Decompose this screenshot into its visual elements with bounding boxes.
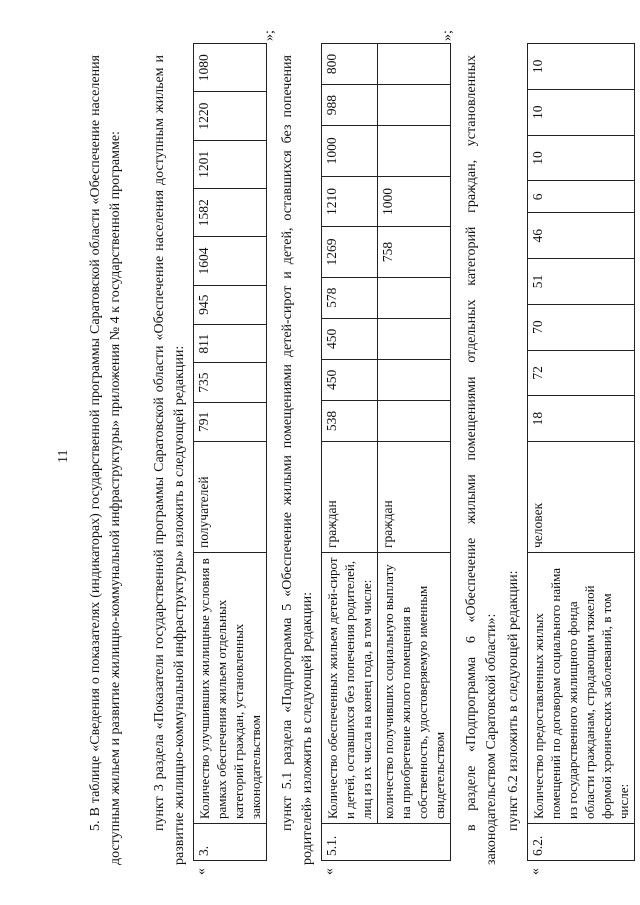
value-cell: 51: [528, 259, 635, 305]
row-number: 5.1.: [322, 824, 451, 861]
value-cell: 791: [194, 402, 267, 441]
value-cell: 1582: [194, 189, 267, 237]
unit-cell: человек: [528, 442, 635, 553]
value-cell: 1220: [194, 92, 267, 140]
value-cell: 450: [322, 359, 378, 400]
value-cell: 1604: [194, 237, 267, 285]
row-number: 3.: [194, 824, 267, 861]
value-cell: 811: [194, 324, 267, 363]
paragraph-point-6-2: пункт 6.2 изложить в следующей редакции:: [506, 570, 521, 831]
value-cell: [378, 126, 451, 177]
value-cell: 800: [322, 44, 378, 85]
value-cell: 735: [194, 363, 267, 402]
value-cell: [378, 359, 451, 400]
table-point-3: [193, 43, 267, 861]
table-point-6-2: [527, 43, 635, 861]
value-cell: 1269: [322, 227, 378, 278]
value-cell: 6: [528, 181, 635, 213]
close-quote: »;: [440, 30, 455, 41]
paragraph-point-5-1: пункт 5.1 раздела «Подпрограмма 5 «Обеспечение жилыми помещениями детей-сирот и детей, оставшихся без попечения родителей» изложить в следующей редакции:: [280, 55, 315, 865]
unit-cell: граждан: [378, 442, 451, 553]
close-quote: »;: [262, 30, 277, 41]
value-cell: [378, 277, 451, 318]
unit-cell: получателей: [194, 442, 267, 553]
value-cell: 538: [322, 400, 378, 441]
value-cell: 18: [528, 396, 635, 442]
value-cell: [378, 44, 451, 85]
value-cell: 450: [322, 318, 378, 359]
table-point-5-1: [321, 43, 451, 861]
paragraph-point-3: пункт 3 раздела «Показатели государственной программы Саратовской области «Обеспечение населения доступным жильем и развитие жилищно-коммунальной инфраструктуры» изложить в следующей редакции:: [152, 55, 187, 865]
value-cell: 1000: [322, 126, 378, 177]
table-row: [322, 44, 378, 861]
value-cell: 46: [528, 213, 635, 259]
indicator-name: Количество обеспеченных жильем детей-сирот и детей, оставшихся без попечения родителей, лиц из их числа на конец года, в том числе:: [322, 553, 378, 824]
table-row: [194, 44, 267, 861]
page-number: 11: [56, 449, 71, 463]
table-row: [378, 44, 451, 861]
open-quote: «: [322, 868, 337, 875]
unit-cell: граждан: [322, 442, 378, 553]
value-cell: 1210: [322, 176, 378, 227]
paragraph-section-6: в разделе «Подпрограмма 6 «Обеспечение жилыми помещениями отдельных категорий граждан, установленных законодательством Саратовской области»:: [464, 55, 499, 865]
value-cell: [378, 85, 451, 126]
value-cell: 1201: [194, 140, 267, 188]
value-cell: 1080: [194, 44, 267, 92]
value-cell: [378, 318, 451, 359]
value-cell: [378, 400, 451, 441]
indicator-name: Количество улучшивших жилищные условия в рамках обеспечения жильем отдельных категорий граждан, установленных законодательством: [194, 553, 267, 824]
open-quote: «: [194, 868, 209, 875]
value-cell: 945: [194, 285, 267, 324]
value-cell: 758: [378, 227, 451, 278]
indicator-name: Количество предоставленных жилых помещений по договорам социального найма из государственного жилищного фонда области гражданам, страдающим тяжелой формой хронических заболеваний, в том числе:: [528, 553, 635, 824]
value-cell: 70: [528, 304, 635, 350]
value-cell: 1000: [378, 176, 451, 227]
open-quote: «: [528, 868, 543, 875]
paragraph-5: 5. В таблице «Сведения о показателях (индикаторах) государственной программы Саратовской области «Обеспечение населения доступным жильем и развитие жилищно-коммунальной инфраструктуры» приложения № 4 к государственной программе:: [88, 55, 123, 865]
value-cell: 988: [322, 85, 378, 126]
value-cell: 10: [528, 89, 635, 135]
table-row: [528, 44, 635, 861]
row-number: 6.2.: [528, 824, 635, 861]
value-cell: 10: [528, 44, 635, 90]
value-cell: 578: [322, 277, 378, 318]
value-cell: 10: [528, 135, 635, 181]
value-cell: 72: [528, 350, 635, 396]
indicator-name: количество получивших социальную выплату на приобретение жилого помещения в собственность, удостоверяемую именным свидетельством: [378, 553, 451, 824]
